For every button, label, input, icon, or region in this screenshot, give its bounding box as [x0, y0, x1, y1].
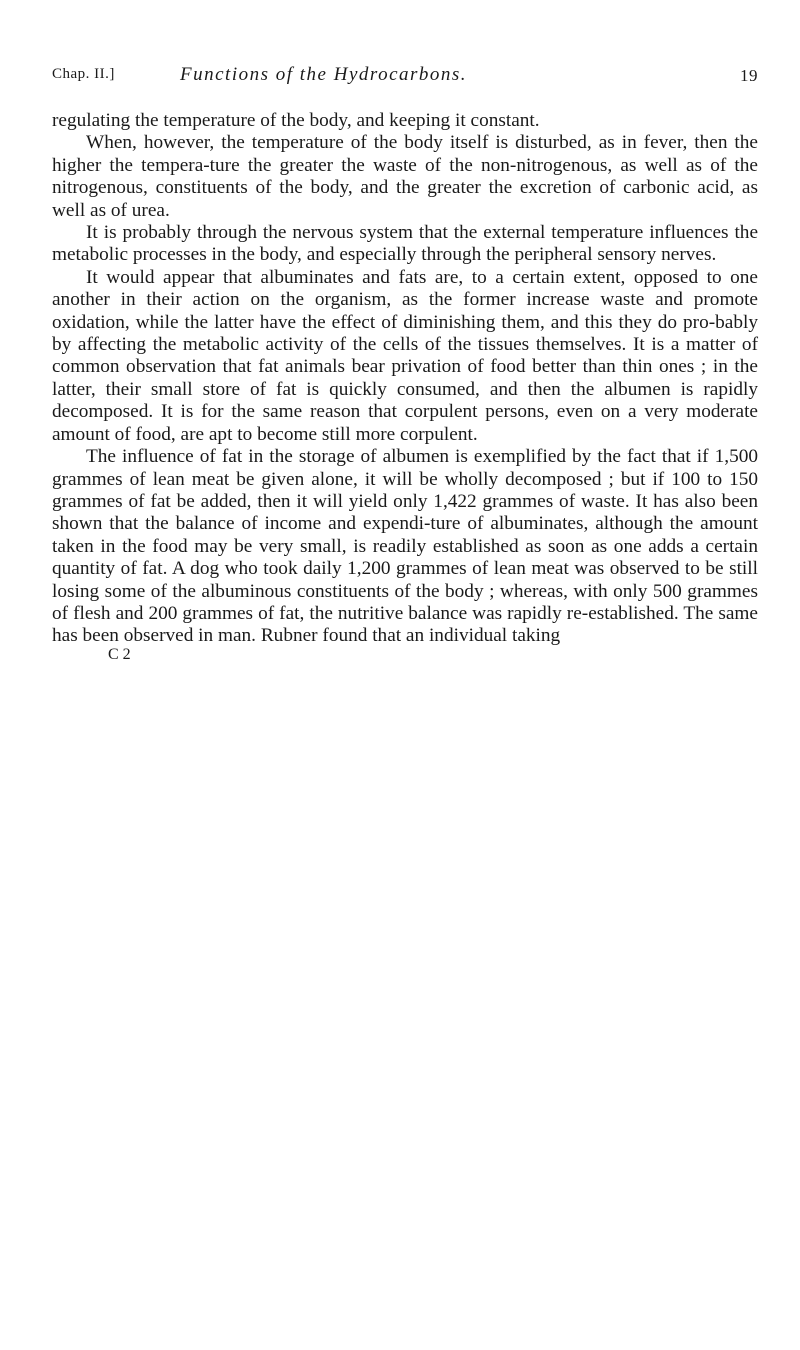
page-number: 19: [740, 66, 758, 85]
running-title: Functions of the Hydrocarbons.: [180, 64, 468, 85]
paragraph-nervous-system: It is probably through the nervous system that the external temperature influences the metabolic processes in the body, and especially through the peripheral sensory nerves.: [52, 222, 758, 266]
paragraph-continuation: regulating the temperature of the body, and keeping it constant.: [52, 110, 540, 131]
paragraph-albuminates-fats: It would appear that albuminates and fats are, to a certain extent, opposed to one another in their action on the organism, as the former increase waste and promote oxidation, while the latter have the effect of diminishing them, and this they do pro-bably by affecting the metabolic activity of the cells of the tissues themselves. It is a matter of common observation that fat animals bear privation of food better than thin ones ; in the latter, their small store of fat is quickly consumed, and then the albumen is rapidly decomposed. It is for the same reason that corpulent persons, even on a very moderate amount of food, are apt to become still more corpulent.: [52, 266, 758, 445]
paragraph-fever: When, however, the temperature of the body itself is disturbed, as in fever, then the higher the tempera-ture the greater the waste of the non-nitrogenous, as well as of the nitrogenous, constituents of the body, and the greater the excretion of carbonic acid, as well as of urea.: [52, 132, 758, 221]
running-head: [52, 66, 758, 100]
body-text: [52, 110, 758, 648]
chapter-label: Chap. II.]: [52, 66, 115, 82]
paragraph-fat-storage: The influence of fat in the storage of albumen is exemplified by the fact that if 1,500 grammes of lean meat be given alone, it will be wholly decomposed ; but if 100 to 150 grammes of fat be added, then it will yield only 1,422 grammes of waste. It has also been shown that the balance of income and expendi-ture of albuminates, although the amount taken in the food may be very small, is readily established as soon as one adds a certain quantity of fat. A dog who took daily 1,200 grammes of lean meat was observed to be still losing some of the albuminous constituents of the body ; whereas, with only 500 grammes of flesh and 200 grammes of fat, the nutritive balance was rapidly re-established. The same has been observed in man. Rubner found that an individual taking: [52, 446, 758, 647]
book-page: [52, 66, 758, 664]
signature-mark: C 2: [108, 645, 131, 663]
